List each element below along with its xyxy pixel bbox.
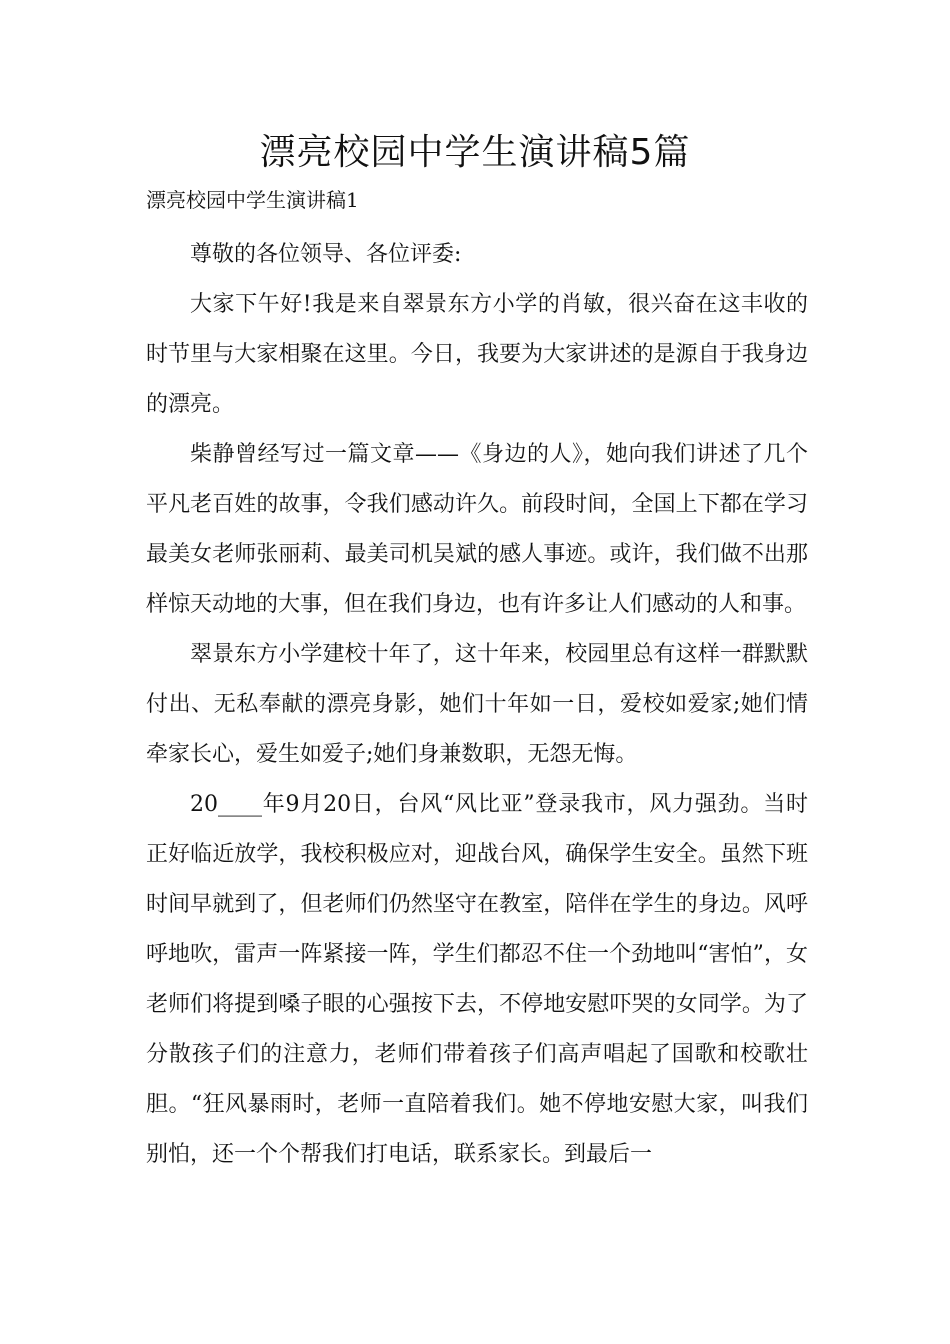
paragraph-salutation: 尊敬的各位领导、各位评委: xyxy=(190,242,462,267)
paragraph-typhoon: 20____年9月20日，台风“风比亚”登录我市，风力强劲。当时正好临近放学，我校积极应对，迎战台风，确保学生安全。虽然下班时间早就到了，但老师们仍然坚守在教室，陪伴在学生的身边。风呼呼地吹，雷声一阵紧接一阵，学生们都忍不住一个劲地叫“害怕”，女老师们将提到嗓子眼的心强按下去，不停地安慰吓哭的女同学。为了分散孩子们的注意力，老师们带着孩子们高声唱起了国歌和校歌壮胆。“狂风暴雨时，老师一直陪着我们。她不停地安慰大家，叫我们别怕，还一个个帮我们打电话，联系家长。到最后一 xyxy=(146,792,808,1167)
paragraph-school-decade: 翠景东方小学建校十年了，这十年来，校园里总有这样一群默默付出、无私奉献的漂亮身影，她们十年如一日，爱校如爱家;她们情牵家长心，爱生如爱子;她们身兼数职，无怨无悔。 xyxy=(146,642,808,767)
paragraph-people-around: 柴静曾经写过一篇文章——《身边的人》，她向我们讲述了几个平凡老百姓的故事，令我们感动许久。前段时间，全国上下都在学习最美女老师张丽莉、最美司机吴斌的感人事迹。或许，我们做不出那样惊天动地的大事，但在我们身边，也有许多让人们感动的人和事。 xyxy=(146,442,808,617)
section-heading: 漂亮校园中学生演讲稿1 xyxy=(146,188,359,212)
document-title: 漂亮校园中学生演讲稿5篇 xyxy=(259,132,691,173)
paragraph-greeting: 大家下午好!我是来自翠景东方小学的肖敏，很兴奋在这丰收的时节里与大家相聚在这里。今日，我要为大家讲述的是源自于我身边的漂亮。 xyxy=(146,292,808,417)
document-body xyxy=(146,230,808,1180)
